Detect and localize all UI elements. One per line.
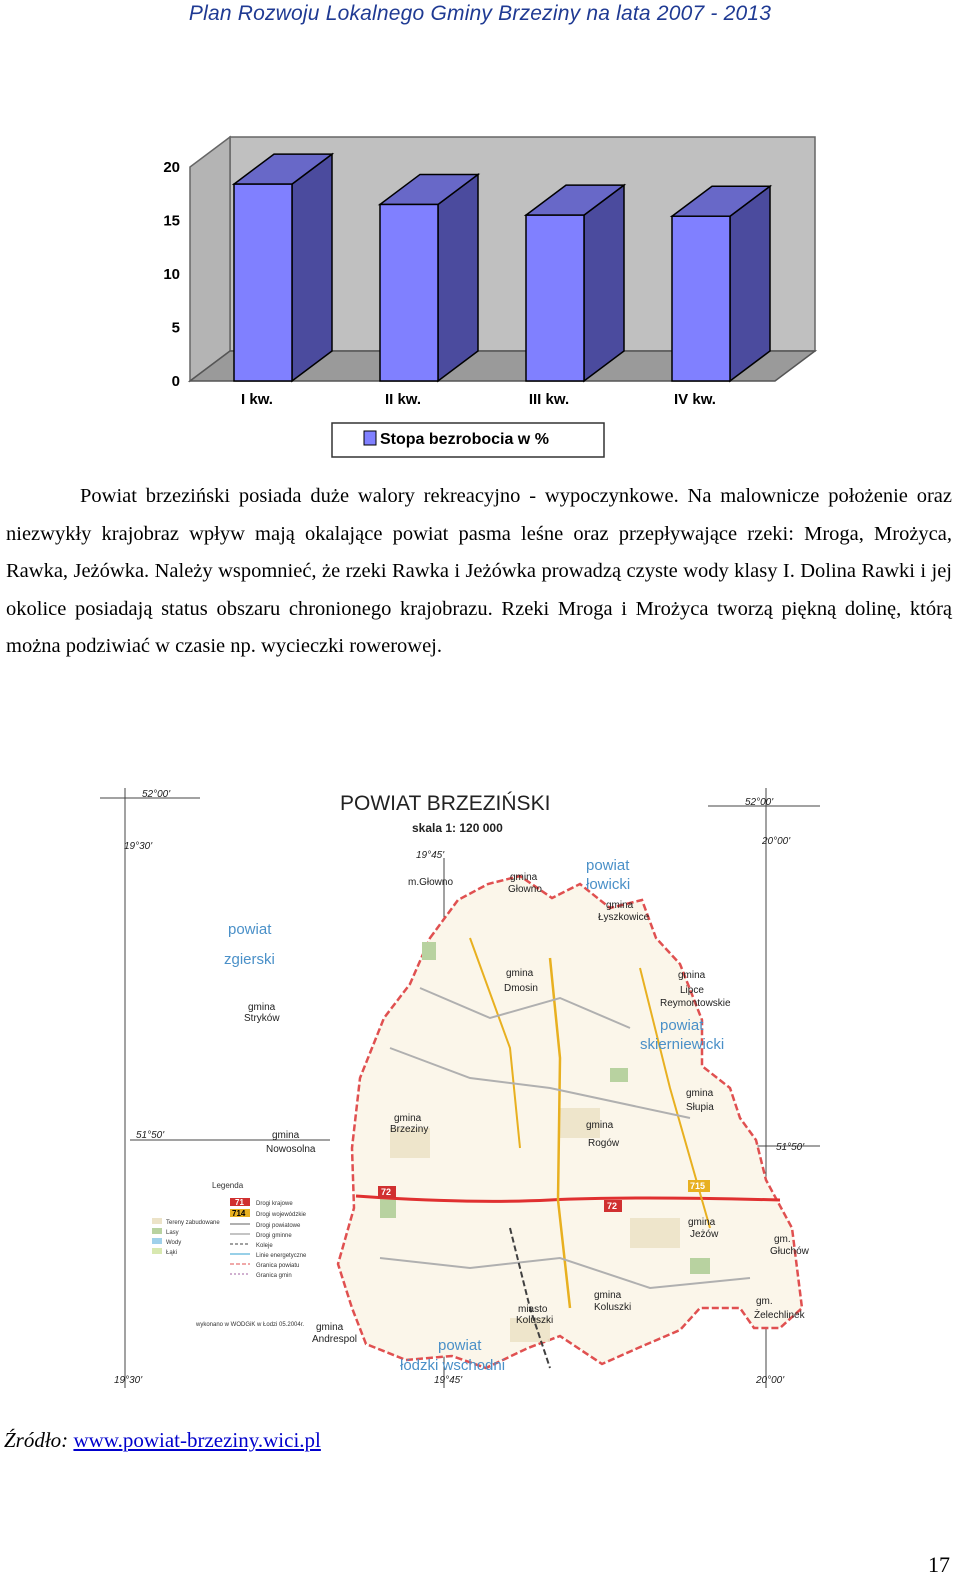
gmina-label: Koluszki xyxy=(594,1302,632,1313)
gmina-label: Andrespol xyxy=(312,1334,358,1345)
coord-label: 52°00' xyxy=(745,797,774,808)
gmina-label: Dmosin xyxy=(504,983,538,994)
gmina-label: Lipce xyxy=(680,985,704,996)
gmina-label: gmina xyxy=(316,1322,344,1333)
coord-label: 51°50' xyxy=(776,1142,805,1153)
legend-swatch xyxy=(364,431,376,445)
gmina-label: Głowno xyxy=(508,884,542,895)
road-number: 72 xyxy=(381,1187,392,1197)
map-scale: skala 1: 120 000 xyxy=(412,821,503,835)
gmina-label: Jeżów xyxy=(690,1229,719,1240)
chart-legend xyxy=(332,423,604,457)
bar xyxy=(380,174,478,381)
legend-item: Granica powiatu xyxy=(256,1263,300,1269)
neighbor-label: łowicki xyxy=(586,876,631,893)
gmina-label: Brzeziny xyxy=(390,1124,429,1135)
page-number: 17 xyxy=(928,1552,950,1577)
gmina-label: Słupia xyxy=(686,1102,714,1113)
coord-label: 19°45' xyxy=(434,1375,463,1386)
x-category-label: I kw. xyxy=(241,391,273,408)
neighbor-label: zgierski xyxy=(224,951,275,968)
gmina-label: gmina xyxy=(272,1130,300,1141)
gmina-label: gmina xyxy=(686,1088,714,1099)
y-tick-label: 5 xyxy=(171,319,180,337)
legend-land-item: Łąki xyxy=(166,1250,178,1256)
neighbor-label: powiat xyxy=(228,921,272,938)
bar xyxy=(672,186,770,381)
gmina-label: gmina xyxy=(248,1002,276,1013)
gmina-label: Głuchów xyxy=(770,1246,809,1257)
legend-land-item: Wody xyxy=(166,1240,182,1246)
neighbor-label: powiat xyxy=(660,1017,704,1034)
coord-label: 20°00' xyxy=(756,1375,785,1386)
coord-label: 51°50' xyxy=(136,1130,165,1141)
neighbor-label: skierniewicki xyxy=(640,1036,725,1053)
y-tick-label: 0 xyxy=(171,373,180,390)
legend-road-number: 71 xyxy=(235,1198,244,1207)
road-number: 715 xyxy=(690,1181,706,1191)
coord-label: 20°00' xyxy=(762,836,791,847)
gmina-label: gmina xyxy=(394,1113,422,1124)
neighbor-label: powiat xyxy=(438,1337,482,1354)
gmina-label: Łyszkowice xyxy=(598,912,650,923)
coord-label: 19°30' xyxy=(114,1375,143,1386)
legend-label: Stopa bezrobocia w % xyxy=(380,431,549,448)
x-category-label: II kw. xyxy=(384,391,422,408)
body-paragraph xyxy=(6,478,952,666)
bar xyxy=(234,154,332,381)
legend-item: Drogi gminne xyxy=(256,1233,292,1239)
legend-land-item: Lasy xyxy=(166,1230,179,1236)
unemployment-bar-chart xyxy=(140,125,830,465)
gmina-label: Żelechlinek xyxy=(754,1310,805,1321)
neighbor-label: powiat xyxy=(586,857,630,874)
y-tick-label: 10 xyxy=(163,266,180,283)
legend-item: Linie energetyczne xyxy=(256,1253,307,1259)
legend-land-item: Tereny zabudowane xyxy=(166,1220,220,1226)
gmina-label: gm. xyxy=(756,1296,773,1307)
gmina-label: Koluszki xyxy=(516,1315,554,1326)
gmina-label: Stryków xyxy=(244,1013,280,1024)
gmina-label: gmina xyxy=(606,900,634,911)
gmina-label: Reymontowskie xyxy=(660,998,731,1009)
gmina-label: gmina xyxy=(594,1290,622,1301)
map-title: POWIAT BRZEZIŃSKI xyxy=(340,792,551,815)
page-header: Plan Rozwoju Lokalnego Gminy Brzeziny na lata 2007 - 2013 xyxy=(188,2,772,25)
map-legend-title: Legenda xyxy=(212,1181,244,1190)
gmina-label: gmina xyxy=(678,970,706,981)
y-tick-label: 20 xyxy=(163,159,180,176)
legend-road-number: 714 xyxy=(232,1209,246,1218)
bar xyxy=(526,185,624,381)
source-link[interactable]: www.powiat-brzeziny.wici.pl xyxy=(73,1428,321,1452)
coord-label: 19°30' xyxy=(124,841,153,852)
gmina-label: Nowosolna xyxy=(266,1144,316,1155)
gmina-label: gmina xyxy=(506,968,534,979)
source-label: Źródło: xyxy=(4,1428,69,1452)
gmina-label: gmina xyxy=(586,1120,614,1131)
legend-item: Granica gmin xyxy=(256,1273,292,1279)
chart-side-wall xyxy=(190,137,230,381)
gmina-label: gmina xyxy=(688,1217,716,1228)
legend-item: Koleje xyxy=(256,1243,273,1249)
legend-item: Drogi wojewódzkie xyxy=(256,1212,307,1218)
y-tick-label: 15 xyxy=(163,212,180,230)
x-category-label: IV kw. xyxy=(674,391,716,408)
x-category-label: III kw. xyxy=(528,391,570,408)
powiat-map xyxy=(90,788,820,1388)
gmina-label: m.Głowno xyxy=(408,877,454,888)
map-footer: wykonano w WODGiK w Łodzi 05.2004r. xyxy=(196,1322,305,1328)
gmina-label: miasto xyxy=(518,1304,548,1315)
neighbor-label: łódzki wschodni xyxy=(400,1357,506,1374)
legend-item: Drogi krajowe xyxy=(256,1201,293,1207)
gmina-label: gm. xyxy=(774,1234,791,1245)
coord-label: 52°00' xyxy=(142,789,171,800)
coord-label: 19°45' xyxy=(416,850,445,861)
gmina-label: Rogów xyxy=(588,1138,620,1149)
paragraph-text: Powiat brzeziński posiada duże walory rekreacyjno - wypoczynkowe. Na malownicze położenie oraz niezwykły krajobraz wpływ mają okalające powiat pasma leśne oraz przepływające rzeki: Mroga, Mrożyca, Rawka, Jeżówka. Należy wspomnieć, że rzeki Rawka i Jeżówka prowadzą czyste wody klasy I. Dolina Rawki i jej okolice posiadają status obszaru chronionego krajobrazu. Rzeki Mroga i Mrożyca tworzą piękną dolinę, którą można podziwiać w czasie np. wycieczki rowerowej. xyxy=(6,485,952,657)
gmina-label: gmina xyxy=(510,872,538,883)
legend-item: Drogi powiatowe xyxy=(256,1223,301,1229)
source-line xyxy=(4,1428,321,1453)
map-legend xyxy=(152,1181,307,1328)
road-number: 72 xyxy=(607,1201,618,1211)
